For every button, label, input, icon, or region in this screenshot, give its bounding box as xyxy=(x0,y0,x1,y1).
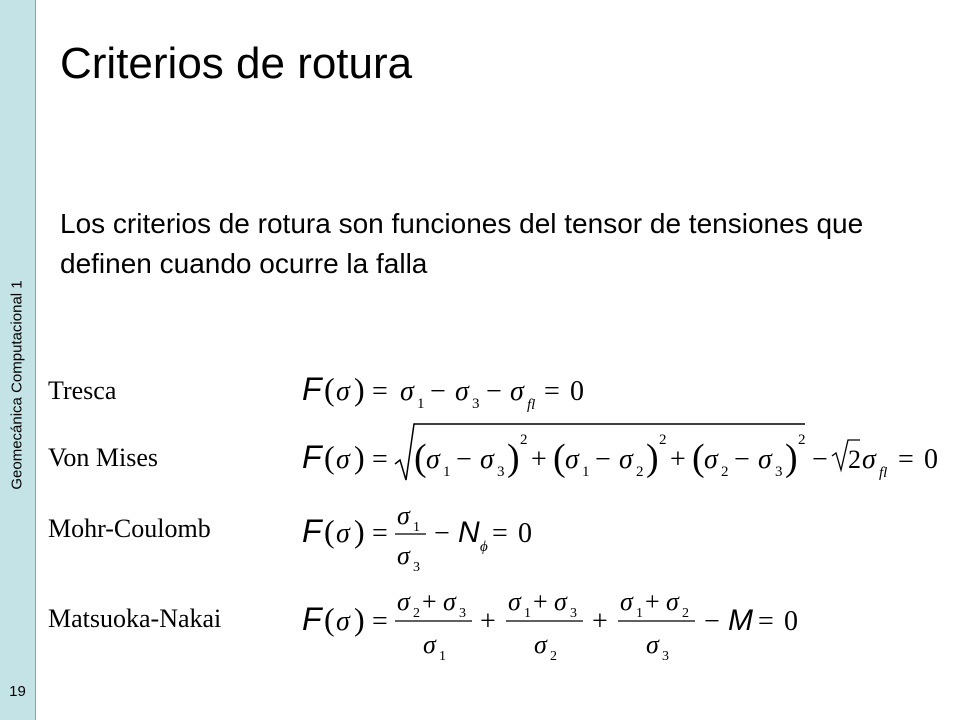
svg-text:−: − xyxy=(812,444,828,475)
svg-text:(: ( xyxy=(414,437,427,479)
equation-matsuoka-nakai xyxy=(300,580,820,665)
svg-text:=: = xyxy=(372,376,388,407)
svg-text:2: 2 xyxy=(659,432,667,448)
svg-text:2: 2 xyxy=(413,606,420,621)
svg-text:3: 3 xyxy=(413,560,420,575)
svg-text:2: 2 xyxy=(636,464,644,480)
svg-text:σ: σ xyxy=(397,501,410,530)
svg-text:F: F xyxy=(302,371,322,407)
svg-text:3: 3 xyxy=(570,606,577,621)
svg-text:σ: σ xyxy=(336,518,350,549)
svg-text:=: = xyxy=(372,518,388,549)
svg-text:σ: σ xyxy=(397,541,410,570)
svg-text:−: − xyxy=(704,606,720,637)
svg-text:−: − xyxy=(734,444,750,475)
svg-text:+: + xyxy=(422,587,437,616)
svg-text:σ: σ xyxy=(336,376,350,407)
svg-text:+: + xyxy=(592,606,608,637)
svg-text:): ) xyxy=(785,437,798,479)
svg-text:σ: σ xyxy=(646,630,659,659)
svg-text:2: 2 xyxy=(848,445,861,474)
svg-text:): ) xyxy=(354,371,365,407)
svg-text:3: 3 xyxy=(472,396,480,412)
svg-text:σ: σ xyxy=(666,587,679,616)
criterion-name-tresca: Tresca xyxy=(48,376,117,405)
svg-text:σ: σ xyxy=(510,376,524,407)
svg-text:σ: σ xyxy=(400,376,414,407)
svg-text:): ) xyxy=(646,437,659,479)
svg-text:σ: σ xyxy=(443,587,456,616)
svg-text:=: = xyxy=(758,606,774,637)
svg-text:F: F xyxy=(302,601,322,637)
svg-text:3: 3 xyxy=(497,464,505,480)
svg-text:F: F xyxy=(302,439,322,475)
svg-text:0: 0 xyxy=(924,444,938,475)
svg-text:+: + xyxy=(480,606,496,637)
criterion-name-matsuoka-nakai: Matsuoka-Nakai xyxy=(48,604,222,633)
svg-text:+: + xyxy=(670,444,686,475)
svg-text:fl: fl xyxy=(527,397,536,413)
svg-text:σ: σ xyxy=(620,587,633,616)
svg-text:σ: σ xyxy=(336,606,350,637)
svg-text:=: = xyxy=(492,518,508,549)
svg-text:(: ( xyxy=(553,437,566,479)
svg-text:σ: σ xyxy=(508,587,521,616)
svg-text:2: 2 xyxy=(550,649,557,664)
svg-text:−: − xyxy=(430,376,446,407)
svg-text:): ) xyxy=(507,437,520,479)
svg-text:0: 0 xyxy=(518,518,532,549)
svg-text:σ: σ xyxy=(336,444,350,475)
svg-text:σ: σ xyxy=(397,587,410,616)
svg-text:+: + xyxy=(533,587,548,616)
svg-text:σ: σ xyxy=(704,444,718,475)
svg-text:): ) xyxy=(354,439,365,475)
svg-text:σ: σ xyxy=(619,444,633,475)
svg-text:σ: σ xyxy=(455,376,469,407)
svg-text:1: 1 xyxy=(443,464,451,480)
svg-text:σ: σ xyxy=(758,444,772,475)
svg-text:=: = xyxy=(372,606,388,637)
svg-text:2: 2 xyxy=(721,464,729,480)
svg-text:=: = xyxy=(544,376,560,407)
svg-text:(: ( xyxy=(324,601,335,637)
equation-tresca xyxy=(300,362,620,412)
svg-text:N: N xyxy=(458,516,480,549)
svg-text:3: 3 xyxy=(662,649,669,664)
equation-von-mises xyxy=(300,418,950,488)
svg-text:1: 1 xyxy=(582,464,590,480)
svg-text:3: 3 xyxy=(775,464,783,480)
svg-text:σ: σ xyxy=(480,444,494,475)
svg-text:σ: σ xyxy=(534,630,547,659)
svg-text:(: ( xyxy=(324,439,335,475)
svg-text:−: − xyxy=(595,444,611,475)
sidebar xyxy=(0,0,36,720)
svg-text:2: 2 xyxy=(798,432,806,448)
svg-text:1: 1 xyxy=(413,520,420,535)
slide-title: Criterios de rotura xyxy=(60,39,413,88)
svg-text:2: 2 xyxy=(520,432,528,448)
svg-text:(: ( xyxy=(324,513,335,549)
svg-text:1: 1 xyxy=(439,649,446,664)
svg-text:fl: fl xyxy=(879,465,888,481)
svg-text:1: 1 xyxy=(636,606,643,621)
svg-text:(: ( xyxy=(692,437,705,479)
svg-text:0: 0 xyxy=(570,376,584,407)
svg-text:σ: σ xyxy=(423,630,436,659)
svg-text:2: 2 xyxy=(682,606,689,621)
criterion-name-von-mises: Von Mises xyxy=(48,443,159,472)
svg-text:ϕ: ϕ xyxy=(480,539,488,555)
svg-text:M: M xyxy=(728,604,753,637)
page-number: 19 xyxy=(9,683,26,700)
svg-text:(: ( xyxy=(324,371,335,407)
svg-text:3: 3 xyxy=(459,606,466,621)
svg-text:σ: σ xyxy=(426,444,440,475)
svg-text:F: F xyxy=(302,513,322,549)
svg-text:σ: σ xyxy=(862,444,876,475)
svg-text:+: + xyxy=(531,444,547,475)
svg-text:=: = xyxy=(898,444,914,475)
svg-text:+: + xyxy=(645,587,660,616)
sidebar-course-label: Geomecánica Computacional 1 xyxy=(8,280,26,490)
svg-text:σ: σ xyxy=(554,587,567,616)
svg-text:0: 0 xyxy=(784,606,798,637)
svg-text:−: − xyxy=(434,518,450,549)
svg-text:): ) xyxy=(354,601,365,637)
criterion-name-mohr-coulomb: Mohr-Coulomb xyxy=(48,514,211,543)
svg-text:−: − xyxy=(456,444,472,475)
svg-text:−: − xyxy=(486,376,502,407)
svg-text:): ) xyxy=(354,513,365,549)
svg-text:1: 1 xyxy=(417,396,425,412)
svg-text:=: = xyxy=(372,444,388,475)
svg-text:1: 1 xyxy=(524,606,531,621)
intro-paragraph: Los criterios de rotura son funciones del tensor de tensiones que definen cuando ocurre la falla xyxy=(60,208,864,279)
equation-mohr-coulomb xyxy=(300,500,560,575)
svg-text:σ: σ xyxy=(565,444,579,475)
